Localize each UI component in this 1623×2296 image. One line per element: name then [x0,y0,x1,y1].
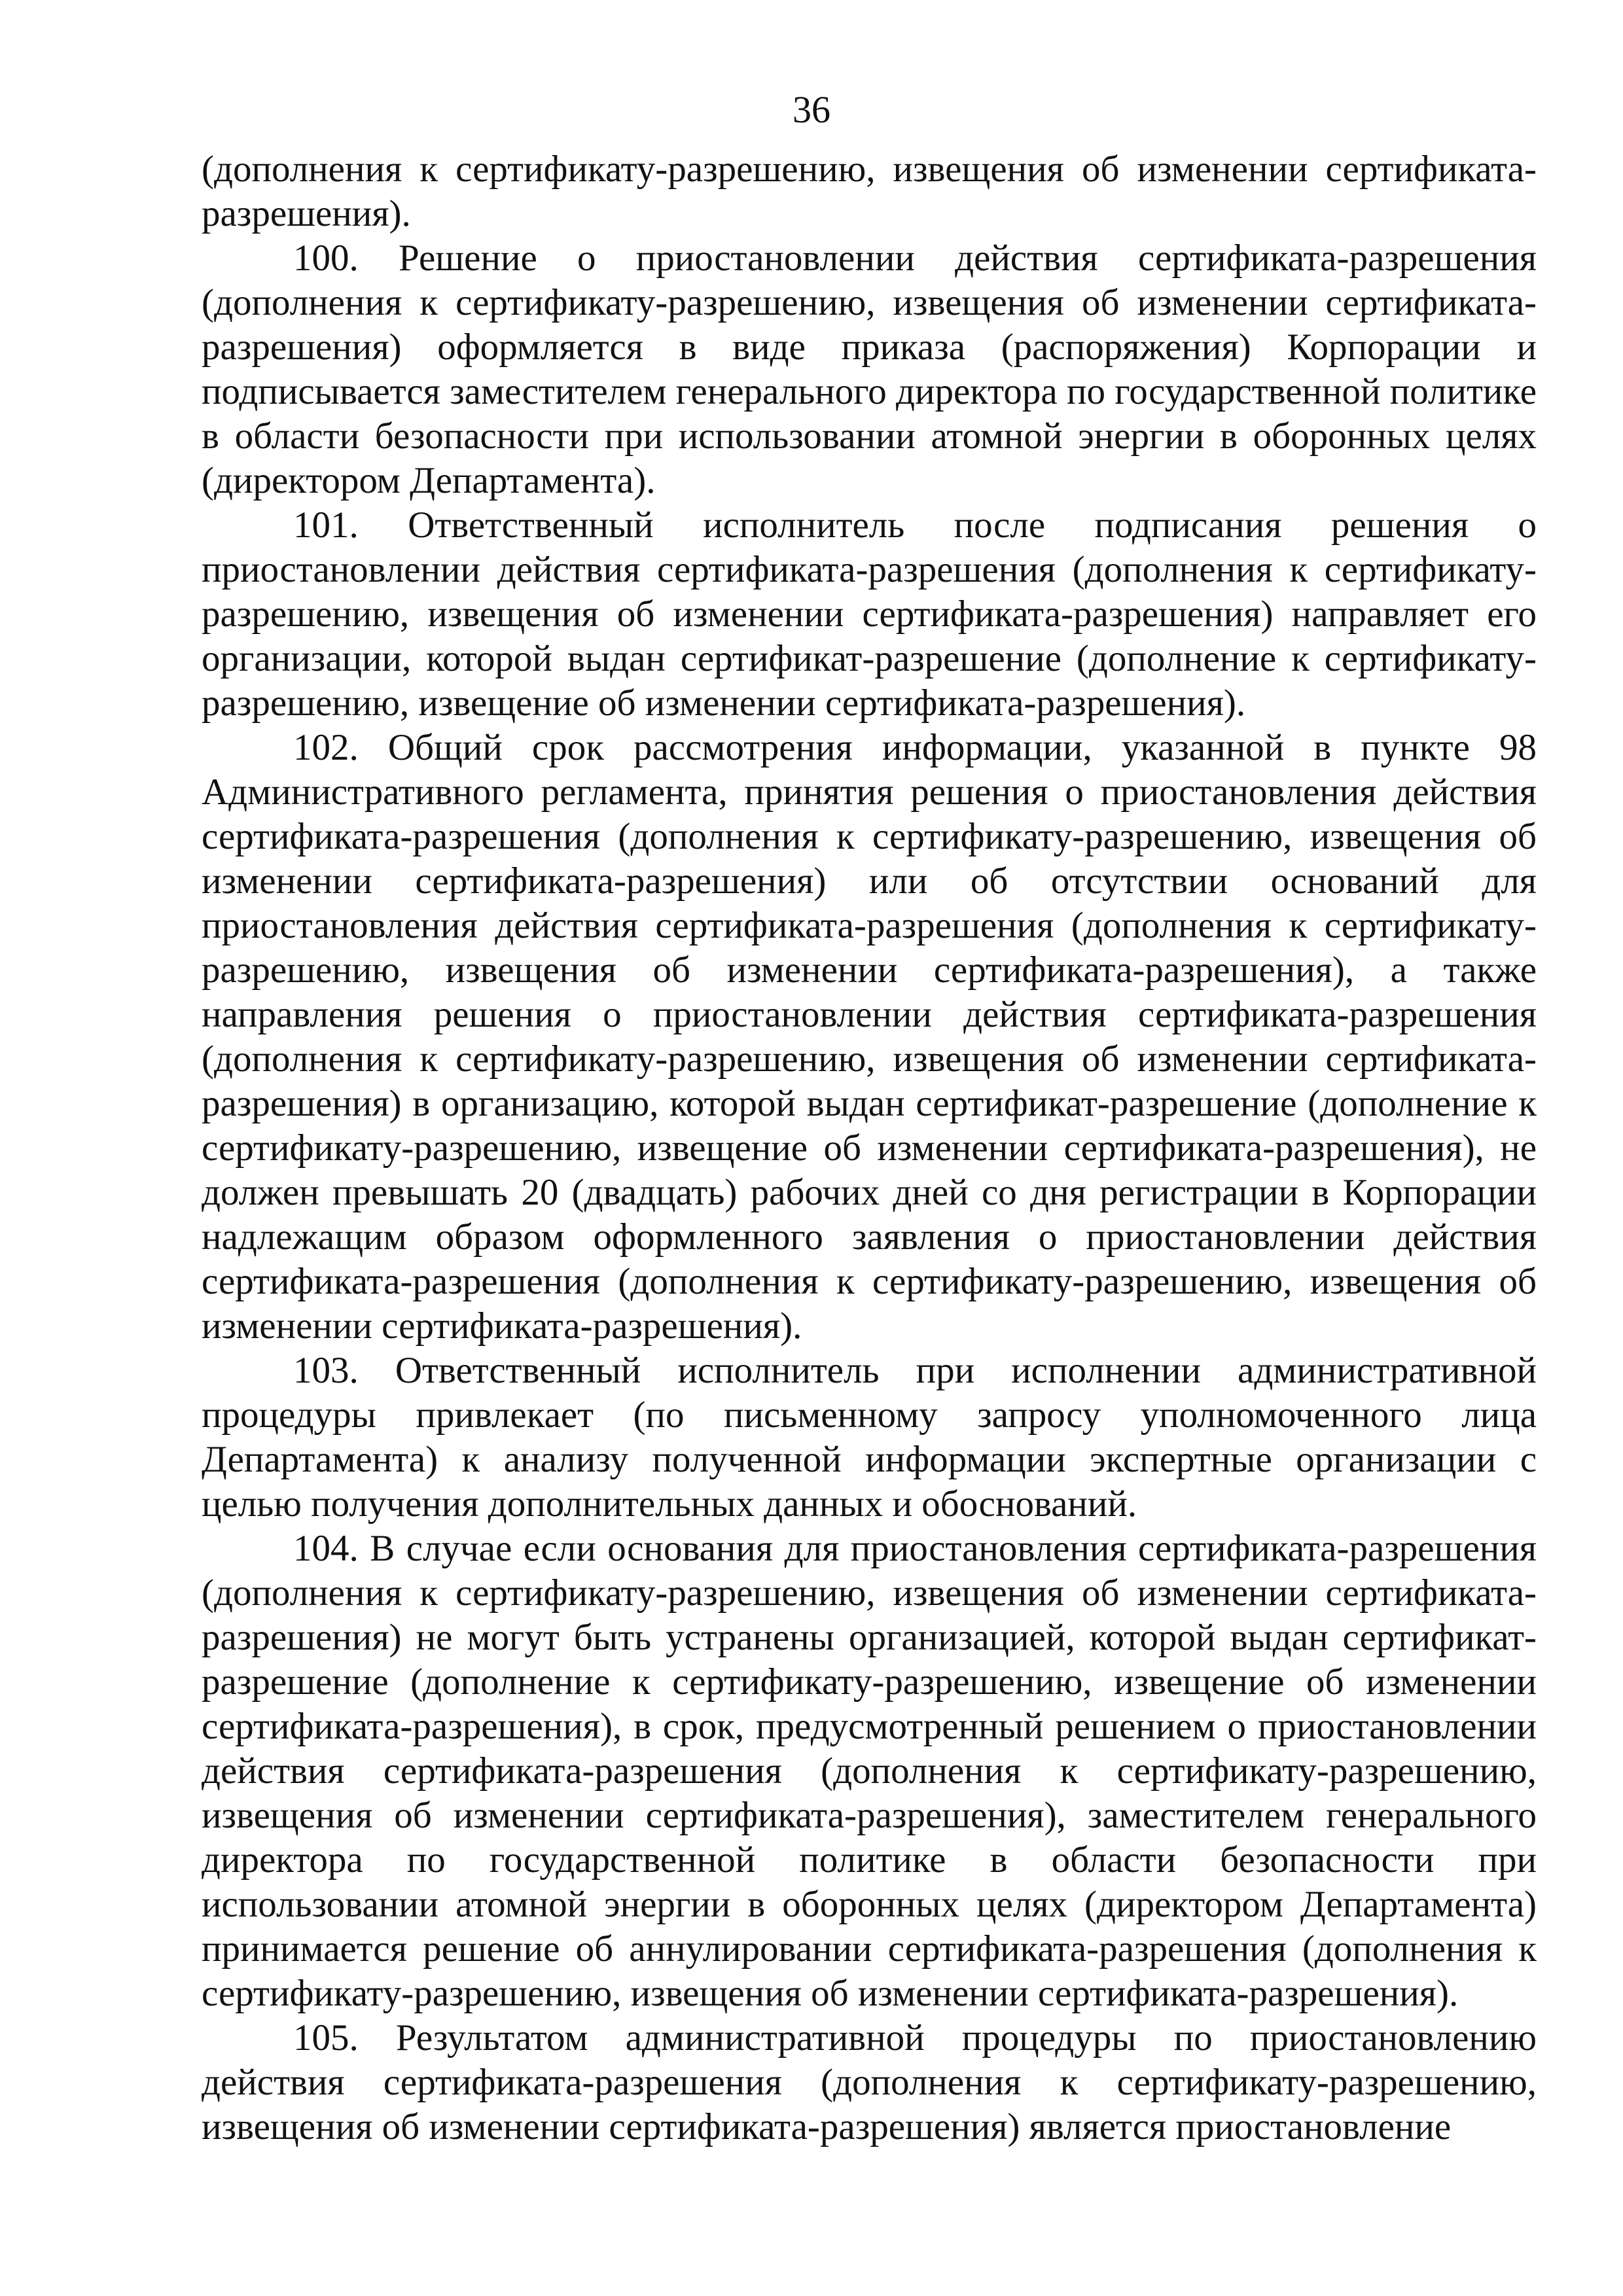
page-number: 36 [793,88,830,131]
paragraph-105 [202,2016,1537,2149]
paragraph-number: 102. [293,727,359,768]
paragraph-103 [202,1349,1537,1527]
paragraph-102 [202,726,1537,1349]
paragraph-number: 103. [293,1350,359,1391]
paragraph-number: 105. [293,2017,359,2058]
paragraph-number: 100. [293,238,359,279]
paragraph-100 [202,236,1537,503]
paragraph-continuation [202,147,1537,236]
paragraph-101 [202,503,1537,726]
document-body [202,147,1537,2149]
paragraph-text: (дополнения к сертификату-разрешению, извещения об изменении сертификата-разрешения). [202,149,1537,234]
paragraph-text: Результатом административной процедуры по приостановлению действия сертификата-разрешения (дополнения к сертификату-разрешению, извещения об изменении сертификата-разрешения) является приостановление [202,2017,1537,2147]
paragraph-text: Ответственный исполнитель при исполнении административной процедуры привлекает (по письменному запросу уполномоченного лица Департамента) к анализу полученной информации экспертные организации с целью получения дополнительных данных и обоснований. [202,1350,1537,1525]
paragraph-text: Общий срок рассмотрения информации, указанной в пункте 98 Административного регламента, принятия решения о приостановления действия сертификата-разрешения (дополнения к сертификату-разрешению, извещения об изменении сертификата-разрешения) или об отсутствии оснований для приостановления действия сертификата-разрешения (дополнения к сертификату-разрешению, извещения об изменении сертификата-разрешения), а также направления решения о приостановлении действия сертификата-разрешения (дополнения к сертификату-разрешению, извещения об изменении сертификата-разрешения) в организацию, которой выдан сертификат-разрешение (дополнение к сертификату-разрешению, извещение об изменении сертификата-разрешения), не должен превышать 20 (двадцать) рабочих дней со дня регистрации в Корпорации надлежащим образом оформленного заявления о приостановлении действия сертификата-разрешения (дополнения к сертификату-разрешению, извещения об изменении сертификата-разрешения). [202,727,1537,1347]
paragraph-text: Ответственный исполнитель после подписания решения о приостановлении действия сертификата-разрешения (дополнения к сертификату-разрешению, извещения об изменении сертификата-разрешения) направляет его организации, которой выдан сертификат-разрешение (дополнение к сертификату-разрешению, извещение об изменении сертификата-разрешения). [202,504,1537,724]
paragraph-text: Решение о приостановлении действия сертификата-разрешения (дополнения к сертификату-разрешению, извещения об изменении сертификата-разрешения) оформляется в виде приказа (распоряжения) Корпорации и подписывается заместителем генерального директора по государственной политике в области безопасности при использовании атомной энергии в оборонных целях (директором Департамента). [202,238,1537,501]
paragraph-text: В случае если основания для приостановления сертификата-разрешения (дополнения к сертификату-разрешению, извещения об изменении сертификата-разрешения) не могут быть устранены организацией, которой выдан сертификат-разрешение (дополнение к сертификату-разрешению, извещение об изменении сертификата-разрешения), в срок, предусмотренный решением о приостановлении действия сертификата-разрешения (дополнения к сертификату-разрешению, извещения об изменении сертификата-разрешения), заместителем генерального директора по государственной политике в области безопасности при использовании атомной энергии в оборонных целях (директором Департамента) принимается решение об аннулировании сертификата-разрешения (дополнения к сертификату-разрешению, извещения об изменении сертификата-разрешения). [202,1528,1537,2014]
paragraph-number: 104. [293,1528,359,1569]
paragraph-number: 101. [293,504,359,546]
paragraph-104 [202,1527,1537,2016]
